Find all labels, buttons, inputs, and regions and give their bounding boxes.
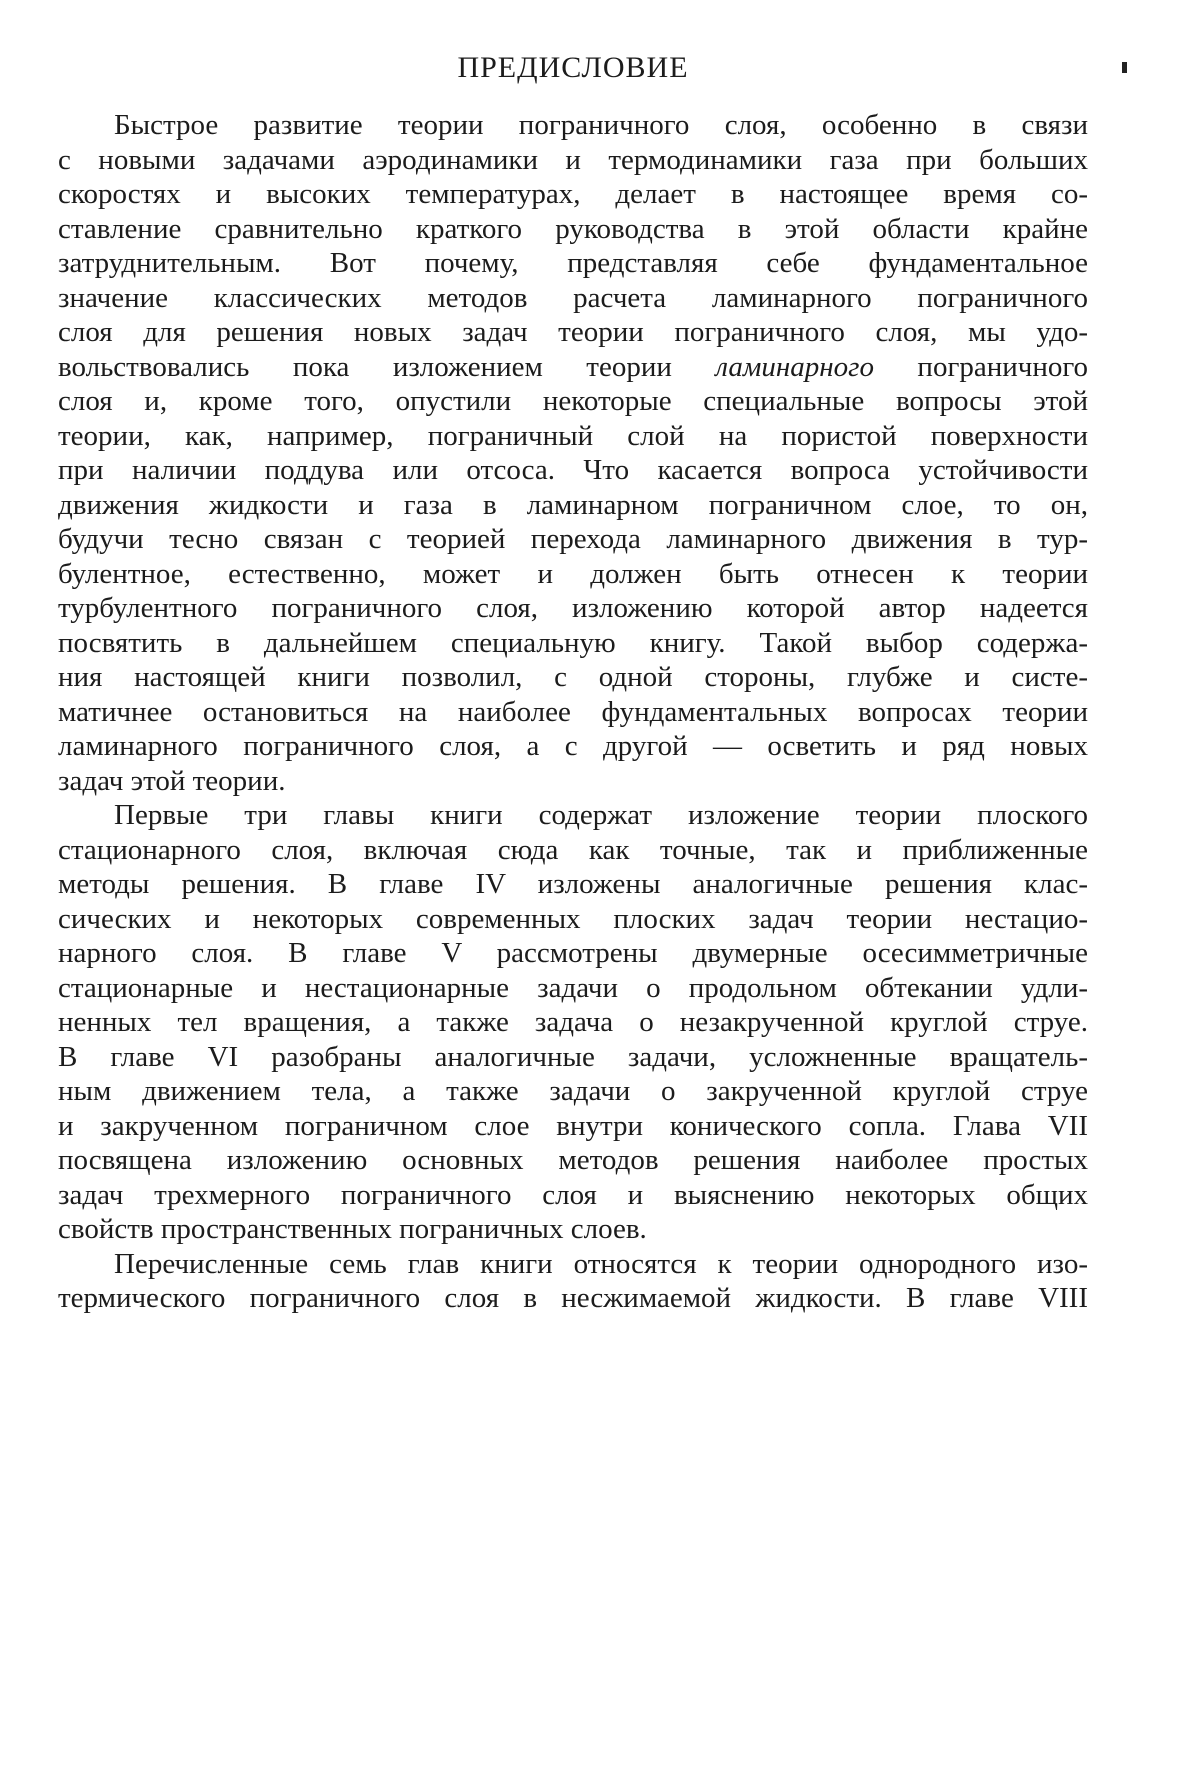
text-line: стационарного слоя, включая сюда как точные, так и приближенные (58, 833, 1088, 866)
text-line: Перечисленные семь глав книги относятся к теории однородного изо- (114, 1247, 1088, 1280)
text-line: затруднительным. Вот почему, представляя себе фундаментальное (58, 247, 1088, 279)
text-line: с новыми задачами аэродинамики и термодинамики газа при больших (58, 143, 1088, 176)
paragraph-3 (58, 1247, 1088, 1316)
text-line: при наличии поддува или отсоса. Что касается вопроса устойчивости (58, 454, 1088, 486)
text-line: Первые три главы книги содержат изложение теории плоского (114, 799, 1088, 831)
text-line: свойств пространственных пограничных слоев. (58, 1213, 647, 1245)
text-line: стационарные и нестационарные задачи о продольном обтекании удли- (58, 971, 1088, 1004)
margin-mark (1122, 62, 1127, 73)
text-line: ненных тел вращения, а также задача о незакрученной круглой струе. (58, 1006, 1088, 1038)
text-line: матичнее остановиться на наиболее фундаментальных вопросах теории (58, 695, 1088, 728)
text-line: посвящена изложению основных методов решения наиболее простых (58, 1144, 1088, 1176)
document-page (58, 46, 1088, 1316)
text-line: посвятить в дальнейшем специальную книгу. Такой выбор содержа- (58, 626, 1088, 659)
text-line: слоя для решения новых задач теории пограничного слоя, мы удо- (58, 316, 1088, 348)
text-line: и закрученном пограничном слое внутри конического сопла. Глава VII (58, 1109, 1088, 1142)
text-line: турбулентного пограничного слоя, изложению которой автор надеется (58, 592, 1088, 624)
text-line: теории, как, например, пограничный слой на пористой поверхности (58, 419, 1088, 452)
text-line: ламинарного пограничного слоя, а с другой — осветить и ряд новых (58, 730, 1088, 762)
text-line: ния настоящей книги позволил, с одной стороны, глубже и систе- (58, 661, 1088, 693)
text-line: сических и некоторых современных плоских задач теории нестацио- (58, 902, 1088, 935)
text-line: задач этой теории. (58, 764, 286, 797)
emphasized-word: ламинарного (715, 350, 874, 383)
text-line: скоростях и высоких температурах, делает в настоящее время со- (58, 178, 1088, 210)
text-line: термического пограничного слоя в несжимаемой жидкости. В главе VIII (58, 1282, 1088, 1314)
text-line: ставление сравнительно краткого руководства в этой области крайне (58, 212, 1088, 245)
text-line: задач трехмерного пограничного слоя и выяснению некоторых общих (58, 1178, 1088, 1211)
paragraph-2 (58, 798, 1088, 1247)
text-line-with-emphasis (58, 350, 1088, 385)
paragraph-1 (58, 108, 1088, 798)
text-line: В главе VI разобраны аналогичные задачи, усложненные вращатель- (58, 1040, 1088, 1073)
text-line: будучи тесно связан с теорией перехода ламинарного движения в тур- (58, 523, 1088, 555)
text-segment: пограничного (917, 350, 1089, 383)
text-line: Быстрое развитие теории пограничного слоя, особенно в связи (114, 109, 1088, 141)
text-line: значение классических методов расчета ламинарного пограничного (58, 281, 1088, 314)
text-line: слоя и, кроме того, опустили некоторые специальные вопросы этой (58, 385, 1088, 417)
text-line: булентное, естественно, может и должен быть отнесен к теории (58, 557, 1088, 590)
text-line: движения жидкости и газа в ламинарном пограничном слое, то он, (58, 488, 1088, 521)
text-line: ным движением тела, а также задачи о закрученной круглой струе (58, 1075, 1088, 1107)
page-title: ПРЕДИСЛОВИЕ (457, 51, 689, 84)
text-segment: вольствовались пока изложением теории (58, 350, 672, 383)
text-line: методы решения. В главе IV изложены аналогичные решения клас- (58, 868, 1088, 900)
text-line: нарного слоя. В главе V рассмотрены двумерные осесимметричные (58, 937, 1088, 969)
